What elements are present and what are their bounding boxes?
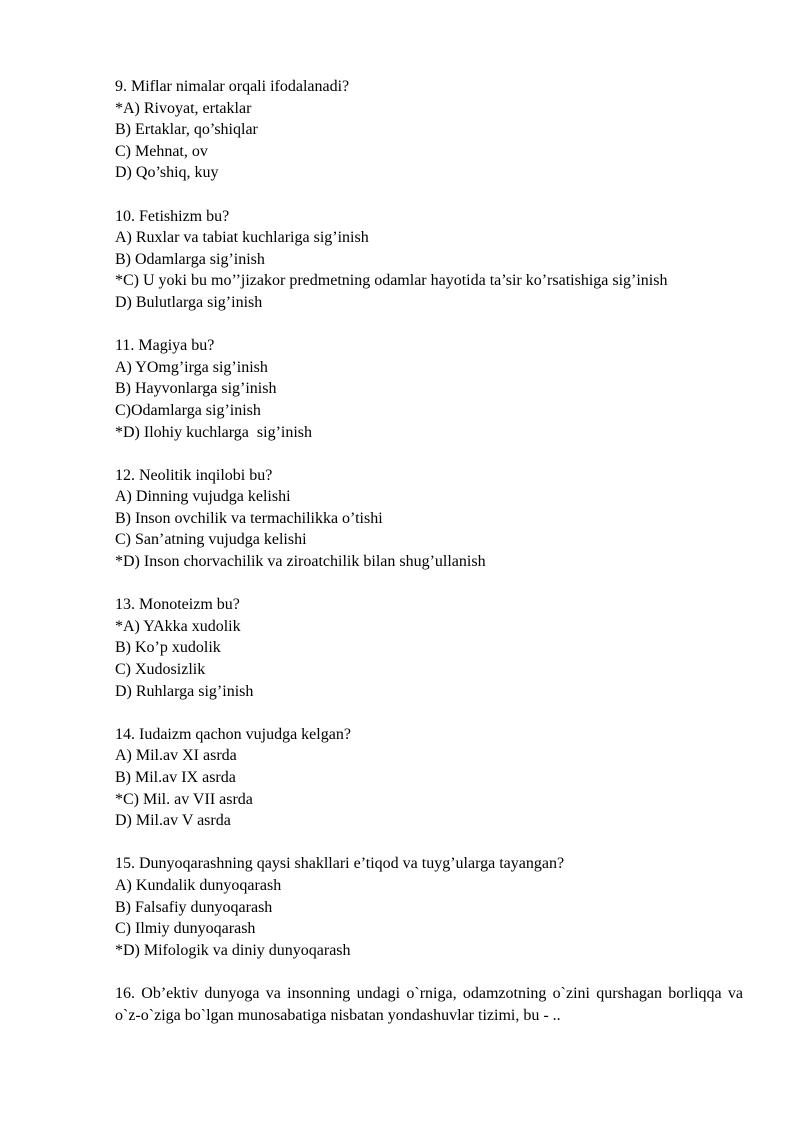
option-b: B) Ertaklar, qo’shiqlar	[115, 121, 258, 139]
option-c: C) Xudosizlik	[115, 661, 206, 679]
option-d: *D) Inson chorvachilik va ziroatchilik bilan shug’ullanish	[115, 553, 486, 571]
question-text: 12. Neolitik inqilobi bu?	[115, 466, 273, 484]
option-d: D) Qo’shiq, kuy	[115, 164, 219, 182]
question-text: 10. Fetishizm bu?	[115, 207, 230, 225]
option-a: A) Ruxlar va tabiat kuchlariga sig’inish	[115, 229, 369, 247]
question-block-13	[115, 594, 743, 702]
option-c: C)Odamlarga sig’inish	[115, 401, 261, 419]
question-block-12	[115, 465, 743, 573]
option-b: B) Inson ovchilik va termachilikka o’tishi	[115, 509, 383, 527]
question-text: 9. Miflar nimalar orqali ifodalanadi?	[115, 78, 350, 95]
question-text: 14. Iudaizm qachon vujudga kelgan?	[115, 725, 351, 743]
option-a: A) Mil.av XI asrda	[115, 747, 237, 765]
question-block-10	[115, 206, 743, 314]
option-c: *C) U yoki bu mo’’jizakor predmetning odamlar hayotida ta’sir ko’rsatishiga sig’inish	[115, 272, 668, 290]
option-d: D) Mil.av V asrda	[115, 812, 231, 830]
question-block-11	[115, 335, 743, 443]
option-a: A) Dinning vujudga kelishi	[115, 488, 291, 506]
option-d: D) Bulutlarga sig’inish	[115, 293, 263, 311]
question-text: 13. Monoteizm bu?	[115, 596, 240, 614]
option-a: A) Kundalik dunyoqarash	[115, 876, 282, 894]
question-block-9	[115, 76, 743, 184]
option-b: B) Ko’p xudolik	[115, 639, 221, 657]
question-block-14	[115, 724, 743, 832]
document-page	[115, 76, 747, 1048]
option-b: B) Falsafiy dunyoqarash	[115, 898, 273, 916]
question-block-16	[115, 983, 747, 1026]
option-a: *A) YAkka xudolik	[115, 617, 241, 635]
option-b: B) Odamlarga sig’inish	[115, 250, 265, 268]
option-b: B) Mil.av IX asrda	[115, 769, 236, 786]
option-c: C) Ilmiy dunyoqarash	[115, 920, 256, 938]
question-text: 11. Magiya bu?	[115, 337, 215, 355]
question-text: 16. Ob’ektiv dunyoga va insonning undagi o`rniga, odamzotning o`zini qurshagan borliqqa va o`z-o`ziga bo`lgan munosabatiga nisbatan yondashuvlar tizimi, bu - ..	[115, 984, 747, 1024]
option-a: A) YOmg’irga sig’inish	[115, 358, 268, 376]
question-block-15	[115, 853, 743, 961]
option-b: B) Hayvonlarga sig’inish	[115, 380, 277, 398]
option-a: *A) Rivoyat, ertaklar	[115, 99, 252, 117]
option-d: *D) Ilohiy kuchlarga sig’inish	[115, 423, 313, 441]
option-c: *C) Mil. av VII asrda	[115, 790, 253, 808]
option-c: C) San’atning vujudga kelishi	[115, 531, 307, 549]
question-text: 15. Dunyoqarashning qaysi shakllari e’tiqod va tuyg’ularga tayangan?	[115, 855, 565, 873]
option-d: D) Ruhlarga sig’inish	[115, 682, 254, 700]
option-d: *D) Mifologik va diniy dunyoqarash	[115, 941, 351, 959]
option-c: C) Mehnat, ov	[115, 142, 208, 160]
